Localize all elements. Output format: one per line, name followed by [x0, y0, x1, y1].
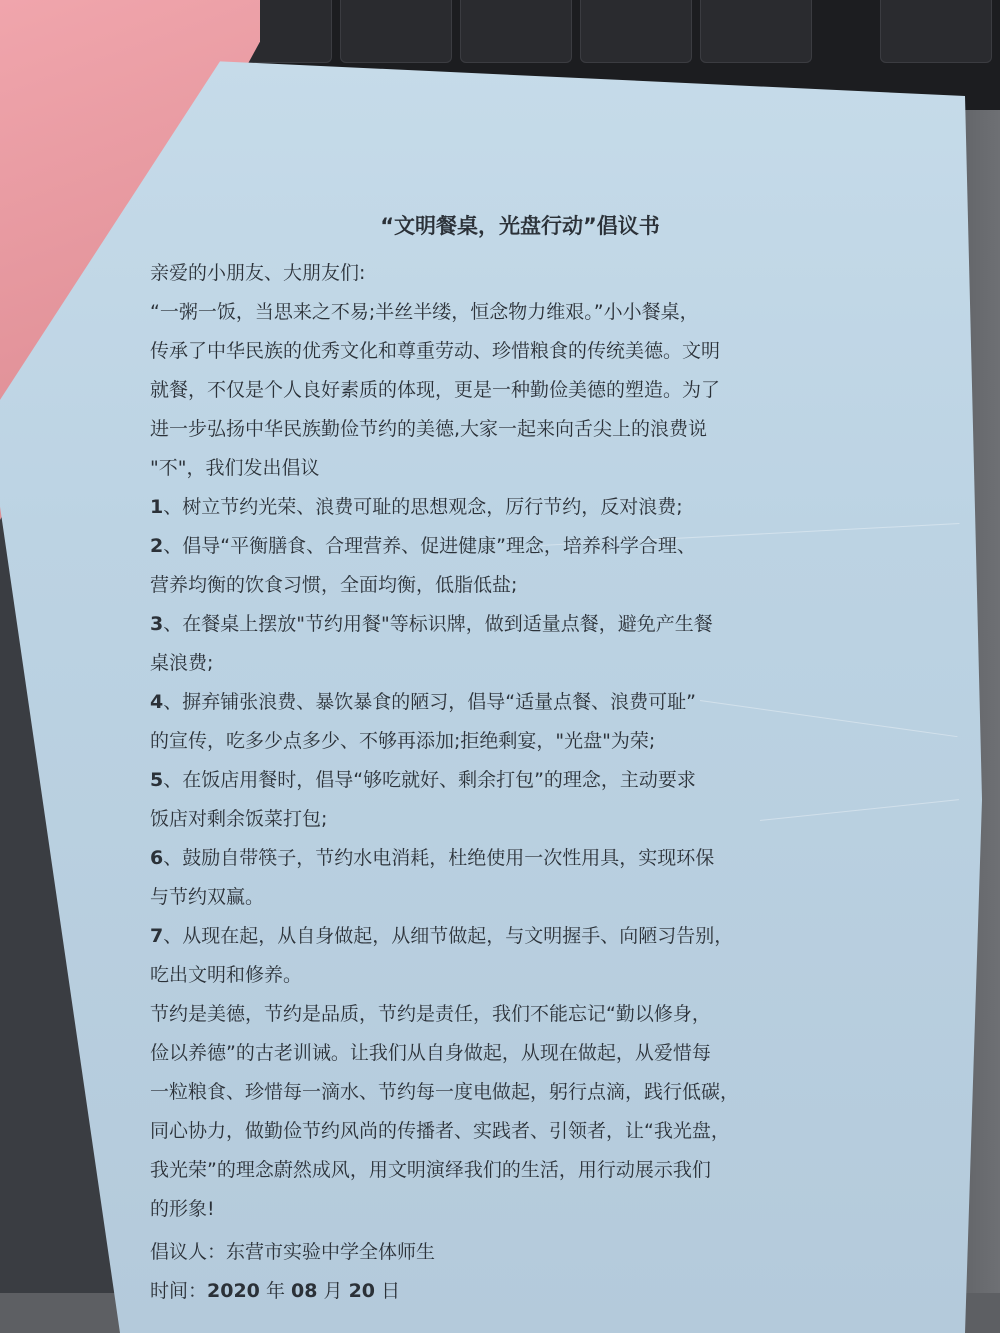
- intro-paragraph: [150, 293, 850, 488]
- date-day-unit: 日: [381, 1280, 401, 1302]
- paragraph-line: 的形象!: [150, 1198, 215, 1220]
- proposal-list: [150, 488, 850, 995]
- proposal-item: [150, 488, 850, 527]
- item-text: 、在餐桌上摆放"节约用餐"等标识牌，做到适量点餐，避免产生餐: [163, 613, 713, 635]
- item-line: [150, 605, 850, 644]
- item-text: 桌浪费;: [150, 652, 214, 674]
- paragraph-line: 一粒粮食、珍惜每一滴水、节约每一度电做起，躬行点滴，践行低碳，: [150, 1081, 740, 1103]
- item-text: 、从现在起，从自身做起，从细节做起，与文明握手、向陋习告别，: [163, 925, 734, 947]
- proposal-item: [150, 761, 850, 839]
- item-line: [150, 761, 850, 800]
- paragraph-line: 进一步弘扬中华民族勤俭节约的美德,大家一起来向舌尖上的浪费说: [150, 418, 708, 440]
- proposal-item: [150, 683, 850, 761]
- item-line: [150, 839, 850, 878]
- item-number: 1: [150, 496, 164, 518]
- date-line: [150, 1272, 850, 1311]
- item-text: 吃出文明和修养。: [150, 964, 303, 986]
- date-label: 时间：: [150, 1280, 208, 1302]
- keyboard-key: [880, 0, 992, 63]
- proposal-item: [150, 605, 850, 683]
- item-text: 与节约双赢。: [150, 886, 265, 908]
- paragraph-line: 俭以养德”的古老训诫。让我们从自身做起，从现在做起，从爱惜每: [150, 1042, 711, 1064]
- greeting: 亲爱的小朋友、大朋友们:: [150, 262, 366, 284]
- date-month: 08: [291, 1280, 318, 1302]
- proposal-item: [150, 527, 850, 605]
- item-number: 2: [150, 535, 164, 557]
- item-number: 3: [150, 613, 164, 635]
- item-number: 7: [150, 925, 164, 947]
- paragraph-line: 同心协力，做勤俭节约风尚的传播者、实践者、引领者，让“我光盘，: [150, 1120, 730, 1142]
- keyboard-key: [700, 0, 812, 63]
- item-text: 、鼓励自带筷子，节约水电消耗，杜绝使用一次性用具，实现环保: [163, 847, 715, 869]
- keyboard-key: [340, 0, 452, 63]
- date-day: 20: [348, 1280, 376, 1302]
- item-number: 4: [150, 691, 164, 713]
- item-line: [150, 917, 850, 956]
- item-text: 、倡导“平衡膳食、合理营养、促进健康”理念，培养科学合理、: [163, 535, 696, 557]
- item-text: 营养均衡的饮食习惯，全面均衡，低脂低盐;: [150, 574, 518, 596]
- paragraph-line: 传承了中华民族的优秀文化和尊重劳动、珍惜粮食的传统美德。文明: [150, 340, 721, 362]
- signature: 倡议人：东营市实验中学全体师生: [150, 1241, 436, 1263]
- proposal-document: [150, 210, 850, 1311]
- item-text: 、摒弃铺张浪费、暴饮暴食的陋习，倡导“适量点餐、浪费可耻”: [163, 691, 696, 713]
- closing-paragraph: [150, 995, 850, 1229]
- item-text: 、树立节约光荣、浪费可耻的思想观念，厉行节约，反对浪费;: [163, 496, 683, 518]
- paragraph-line: "不"，我们发出倡议: [150, 457, 320, 479]
- date-year-unit: 年: [265, 1280, 285, 1302]
- item-line: [150, 488, 850, 527]
- paragraph-line: 我光荣”的理念蔚然成风，用文明演绎我们的生活，用行动展示我们: [150, 1159, 711, 1181]
- date-year: 2020: [207, 1280, 260, 1302]
- proposal-item: [150, 917, 850, 995]
- item-number: 5: [150, 769, 164, 791]
- paragraph-line: 节约是美德，节约是品质，节约是责任，我们不能忘记“勤以修身，: [150, 1003, 711, 1025]
- date-month-unit: 月: [323, 1280, 343, 1302]
- proposal-item: [150, 839, 850, 917]
- document-title: “文明餐桌，光盘行动”倡议书: [380, 214, 660, 238]
- item-text: 、在饭店用餐时，倡导“够吃就好、剩余打包”的理念，主动要求: [163, 769, 696, 791]
- paragraph-line: “一粥一饭，当思来之不易;半丝半缕，恒念物力维艰。”小小餐桌，: [150, 301, 699, 323]
- item-text: 的宣传，吃多少点多少、不够再添加;拒绝剩宴，"光盘"为荣;: [150, 730, 656, 752]
- keyboard-key: [460, 0, 572, 63]
- item-line: [150, 527, 850, 566]
- paragraph-line: 就餐，不仅是个人良好素质的体现，更是一种勤俭美德的塑造。为了: [150, 379, 721, 401]
- item-number: 6: [150, 847, 164, 869]
- item-line: [150, 683, 850, 722]
- item-text: 饭店对剩余饭菜打包;: [150, 808, 328, 830]
- keyboard-key: [580, 0, 692, 63]
